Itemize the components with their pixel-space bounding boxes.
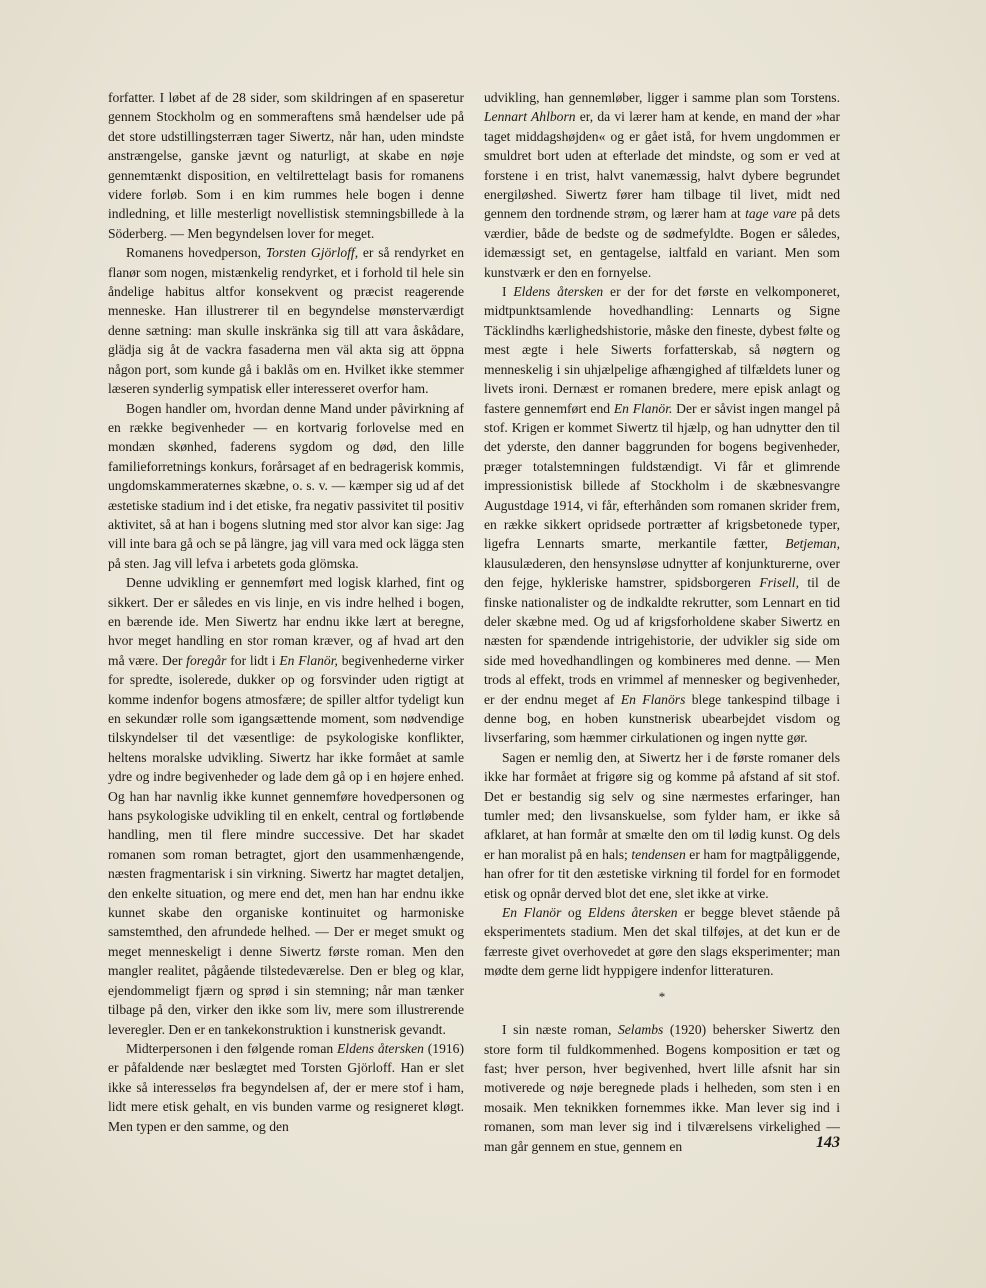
paragraph: I Eldens återsken er der for det første en velkomponeret, midtpunktsamlende hovedhandling: Lennarts og Signe Täcklindhs kærlighedshistorie, måske den fineste, dybest følte og mest ægte i hele Siwerts forfatterskab, så nøgtern og menneskelig i sin uhjælpelige afhængighed af tilfældets luner og livets ironi. Dernæst er romanen bredere, mere episk anlagt og fastere gennemført end En Flanör. Der er såvist ingen mangel på stof. Krigen er kommet Siwertz til hjælp, og han udnytter den til det yderste, den danner baggrunden for bogens begivenheder, præger totalstemningen fuldstændigt. Vi får et glimrende impressionistisk billede af Stockholm i de skæbnesvangre Augustdage 1914, vi får, efterhånden som romanen skrider frem, en række sikkert opridsede portrætter af krigsbetonede typer, ligefra Lennarts smarte, merkantile fætter, Betjeman, klausulæderen, den hensynsløse udnytter af konjunkturerne, over den fejge, hykleriske hamstrer, spidsborgeren Frisell, til de finske nationalister og de indkaldte rekrutter, som Lennart en tid deler skæbne med. Og ud af krigsforholdene skaber Siwertz en næsten for spændende intrigehistorie, der udvikler sig side om side med hovedhandlingen og kombineres med denne. — Men trods al effekt, trods en vrimmel af mennesker og begivenheder, er der endnu meget af En Flanörs blege tankespind tilbage i denne bog, en hoben kunstnerisk ubearbejdet visdom og livserfaring, som hæmmer cirkulationen og ingen nytte gør. (484, 284, 841, 746)
paragraph: I sin næste roman, Selambs (1920) behersker Siwertz den store form til fuldkommenhed. Bogens komposition er tæt og fast; hver person, hver begivenhed, hvert lille afsnit har sin motiverede og nøje beregnede plads i helheden, som sten i en mosaik. Men teknikken fornemmes ikke. Man lever sig ind i romanen, som man lever sig ind i tilværelsens virkelighed — man går gennem en stue, gennem en (484, 1022, 840, 1154)
left-column (108, 88, 464, 1136)
right-column (484, 88, 840, 1156)
paragraph: Bogen handler om, hvordan denne Mand under påvirkning af en række begivenheder — en kortvarig forlovelse med en mondæn skønhed, faderens sygdom og død, den lille familieforretnings konkurs, forårsaget af en bedragerisk kommis, ungdomskammeraternes skæbne, o. s. v. — kæmper sig ud af det æstetiske stadium ind i det etiske, fra negativ passivitet til positiv aktivitet, så at han i bogens slutning med stor alvor kan sige: Jag vill inte bara gå och se på längre, jag vill vara med ock lägga sten på sten. Jag vill lefva i arbetets goda glömska. (108, 400, 464, 571)
page-number: 143 (816, 1134, 840, 1151)
paragraph: Midterpersonen i den følgende roman Eldens återsken (1916) er påfaldende nær beslægtet med Torsten Gjörloff. Han er slet ikke så interesseløs fra begyndelsen af, der er mere stof i ham, lidt mere etisk gehalt, en vis bunden varme og resigneret kløgt. Men typen er den samme, og den (108, 1040, 464, 1134)
paragraph: Denne udvikling er gennemført med logisk klarhed, fint og sikkert. Der er således en vis linje, en vis indre helhed i bogen, en bærende ide. Men Siwertz har endnu ikke lært at beregne, hvor meget handling en stor roman kræver, og af hvad art den må være. Der foregår for lidt i En Flanör, begivenhederne virker for spredte, isolerede, dukker op og forsvinder uden rigtigt at komme indenfor bogens atmosfære; de spiller altfor tydeligt kun en sekundær rolle som igangsættende moment, som nødvendige tilskyndelser til det væsentlige: de psykologiske konflikter, heltens moralske udvikling. Siwertz har ikke formået at samle ydre og indre begivenheder og lade dem gå op i en højere enhed. Og han har navnlig ikke kunnet gennemføre hovedpersonen og hans psykologiske udvikling til en enkelt, central og fortløbende handling, men til flere mindre successive. Det har skadet romanen som roman betragtet, gjort den usammenhængende, næsten fragmentarisk i sin virkning. Siwertz har magtet detaljen, den enkelte situation, og mere end det, men han har endnu ikke kunnet skabe den organiske kontinuitet og harmoniske samstemthed, den afrundede helhed. — Der er meget smukt og meget menneskeligt i denne Siwertz første roman. Men den mangler realitet, pågående tilstedeværelse. Den er bleg og klar, ejendommeligt fjærn og sprød i sin stemning; når man tænker tilbage på den, virker den ikke som liv, mere som illustrerende leveregler. Den er en tankekonstruktion i kunstnerisk gevandt. (108, 575, 464, 1037)
paragraph: En Flanör og Eldens återsken er begge blevet stående på eksperimentets stadium. Men det skal tilføjes, at det kun er de færreste givet overhovedet at gøre den slags eksperimenter; man mødte dem gerne lidt hyppigere indenfor litteraturen. (484, 905, 841, 979)
paragraph: forfatter. I løbet af de 28 sider, som skildringen af en spaseretur gennem Stockholm og en sommeraftens små hændelser ude på det store udstillingsterræn tager Siwertz, når han, uden mindste anstrængelse, ganske jævnt og naturligt, at skabe en nøje gennemtænkt disposition, en veltilrettelagt basis for romanens videre forløb. Som i en kim rummes hele bogen i denne indledning, et lille mesterligt novellistisk stemningsbillede à la Söderberg. — Men begyndelsen lover for meget. (108, 90, 464, 241)
paragraph: Romanens hovedperson, Torsten Gjörloff, er så rendyrket en flanør som nogen, mistænkelig rendyrket, et i forhold til hele sin åndelige habitus altfor konsekvent og præcist reagerende menneske. Han illustrerer til en begyndelse mønsterværdigt denne sætning: man skulle inskränka sig till att vara åskådare, glädja sig åt de vackra fasaderna men väl akta sig att öppna någon port, som kunde gå i baklås om en. Hvilket ikke stemmer læseren synderlig sympatisk eller interesseret overfor ham. (108, 245, 464, 397)
section-divider: * (658, 988, 666, 1004)
paragraph: Sagen er nemlig den, at Siwertz her i de første romaner dels ikke har formået at frigøre sig og komme på afstand af sit stof. Det er bestandig sig selv og sine nærmestes erfaringer, han tumler med; den livsanskuelse, som fylder ham, er ikke så afklaret, at han formår at smælte den om til lødig kunst. Og dels er han moralist på en hals; tendensen er ham for magtpåliggende, han ofrer for tit den æstetiske virkning til fordel for en formodet etisk og opnår derved blot det ene, slet ikke at virke. (484, 749, 840, 901)
paragraph: udvikling, han gennemløber, ligger i samme plan som Torstens. Lennart Ahlborn er, da vi lærer ham at kende, en mand der »har taget middagshøjden« og er gået istå, for hvem ungdommen er smuldret bort uden at efterlade det mindste, og som er ved at forstene i en trist, halvt vanemæssig, halvt dybere begrundet energiløshed. Siwertz fører ham tilbage til livet, midt ned gennem den tordnende strøm, og lærer ham at tage vare på dets værdier, både de bedste og de sødmefyldte. Bogen er således, idemæssigt set, en gentagelse, ialtfald en variant. Men som kunstværk er den en fornyelse. (484, 90, 841, 280)
